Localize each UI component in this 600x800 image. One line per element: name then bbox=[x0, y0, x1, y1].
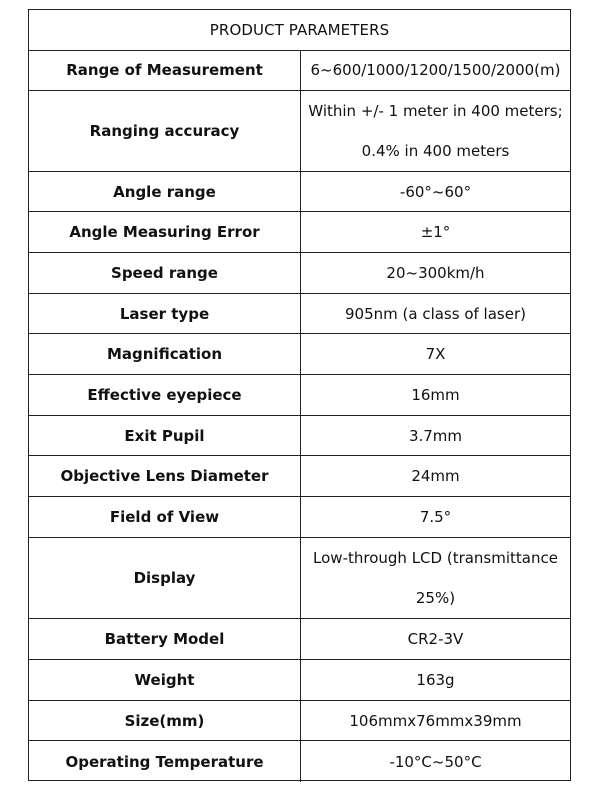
table-row bbox=[29, 497, 570, 538]
table-row bbox=[29, 212, 570, 253]
table-row bbox=[29, 701, 570, 741]
row-label: Speed range bbox=[29, 253, 301, 293]
row-label: Ranging accuracy bbox=[29, 91, 301, 171]
row-label: Size(mm) bbox=[29, 701, 301, 740]
row-value: 163g bbox=[416, 671, 455, 689]
row-value: CR2-3V bbox=[407, 630, 464, 648]
table-row bbox=[29, 660, 570, 701]
row-value: Within +/- 1 meter in 400 meters; 0.4% in 400 meters bbox=[308, 102, 563, 160]
table-row bbox=[29, 619, 570, 660]
table-row bbox=[29, 172, 570, 212]
row-label: Weight bbox=[29, 660, 301, 700]
row-value: Low-through LCD (transmittance 25%) bbox=[313, 549, 558, 607]
table-row bbox=[29, 253, 570, 294]
row-value: 7X bbox=[425, 345, 446, 363]
table-body bbox=[29, 50, 570, 782]
row-value: 106mmx76mmx39mm bbox=[349, 711, 522, 730]
row-label: Laser type bbox=[29, 294, 301, 333]
table-row bbox=[29, 50, 570, 91]
table-row bbox=[29, 294, 570, 334]
row-value: 6~600/1000/1200/1500/2000(m) bbox=[310, 61, 561, 79]
table-row bbox=[29, 334, 570, 375]
table-row bbox=[29, 416, 570, 456]
row-label: Operating Temperature bbox=[29, 741, 301, 782]
table-row bbox=[29, 375, 570, 416]
row-value: -60°~60° bbox=[399, 182, 472, 201]
row-label: Battery Model bbox=[29, 619, 301, 659]
table-row bbox=[29, 741, 570, 782]
row-label: Range of Measurement bbox=[29, 50, 301, 90]
row-label: Exit Pupil bbox=[29, 416, 301, 455]
row-value: ±1° bbox=[420, 223, 451, 241]
row-value: -10°C~50°C bbox=[389, 752, 482, 771]
row-value: 24mm bbox=[411, 467, 460, 485]
row-label: Display bbox=[29, 538, 301, 618]
row-label: Objective Lens Diameter bbox=[29, 456, 301, 496]
row-value: 3.7mm bbox=[408, 426, 463, 445]
row-label: Angle range bbox=[29, 172, 301, 211]
row-label: Magnification bbox=[29, 334, 301, 374]
table-row bbox=[29, 538, 570, 619]
row-value: 7.5° bbox=[419, 508, 452, 526]
row-value: 20~300km/h bbox=[386, 264, 485, 282]
table-row bbox=[29, 456, 570, 497]
row-label: Angle Measuring Error bbox=[29, 212, 301, 252]
row-label: Field of View bbox=[29, 497, 301, 537]
row-value: 905nm (a class of laser) bbox=[345, 304, 526, 323]
row-value: 16mm bbox=[411, 386, 460, 404]
table-row bbox=[29, 91, 570, 172]
parameters-table bbox=[28, 9, 571, 781]
row-label: Effective eyepiece bbox=[29, 375, 301, 415]
table-title: PRODUCT PARAMETERS bbox=[29, 10, 570, 51]
